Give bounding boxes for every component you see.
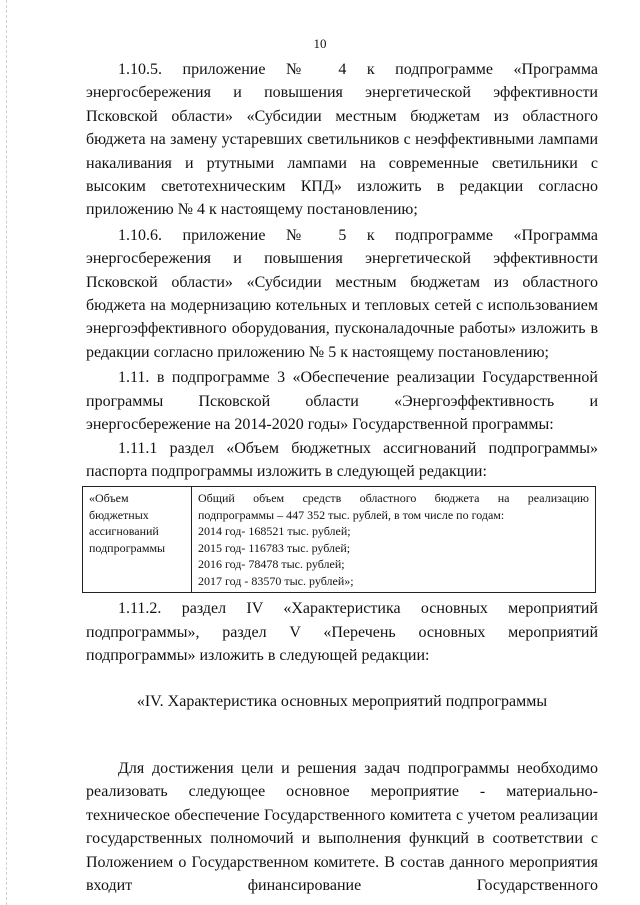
paragraph-1-11-1: [86, 437, 598, 484]
text-line: 1.10.5. приложение № 4 к подпрограмме «Программа: [118, 61, 598, 78]
section-title: «IV. Характеристика основных мероприятий подпрограммы: [136, 692, 548, 710]
text-line: подпрограммы», раздел V «Перечень основных мероприятий: [86, 623, 598, 641]
text-line: бюджета на модернизацию котельных и тепловых сетей: [86, 297, 472, 315]
paragraph-1-11: [86, 366, 598, 436]
cell-text: подпрограммы – 447 352 тыс. рублей, в том числе по годам:: [198, 507, 505, 522]
document-body: [86, 58, 598, 897]
table-label-cell: [83, 487, 192, 593]
paragraph-section-iv: [86, 757, 598, 897]
text-line: Для достижения цели и решения задач подпрограммы необходимо: [118, 759, 598, 777]
text-line: лампами накаливания и ртутными лампами на современные светильники: [86, 131, 599, 172]
cell-text: ассигнований: [89, 524, 159, 539]
text-line: Псковской области» «Субсидии местным бюджетам из областного: [86, 107, 598, 125]
text-line: 1.11. в подпрограмме 3 «Обеспечение реализации Государственной: [118, 369, 598, 387]
cell-text: бюджетных: [89, 507, 149, 522]
cell-text: 2017 год - 83570 тыс. рублей»;: [198, 573, 354, 588]
text-line: данного мероприятия входит финансирование Государственного: [86, 853, 599, 894]
text-line: реализации государственных полномочий и выполнения функций: [86, 806, 598, 848]
text-line: техническое обеспечение Государственного комитета с учетом: [86, 806, 516, 824]
paragraph-1-10-5: [86, 58, 598, 222]
text-line: подпрограммы» изложить в следующей редакции:: [86, 647, 430, 665]
text-line: 1.11.2. раздел IV «Характеристика основных мероприятий: [118, 600, 598, 618]
text-line: программы Псковской области «Энергоэффективность: [86, 392, 555, 410]
paragraph-1-11-2: [86, 597, 598, 667]
page-number: 10: [313, 36, 327, 51]
text-line: энергосбережения и повышения энергетической эффективности: [86, 250, 598, 268]
text-line: в соответствии с Положением о Государственном комитете. В состав: [86, 830, 598, 871]
cell-text: 2015 год- 116783 тыс. рублей;: [198, 540, 351, 555]
text-line: работы» изложить в редакции согласно приложению № 5 к настоящему: [86, 320, 599, 361]
text-line: с использованием энергоэффективного оборудования, пусконаладочные: [86, 297, 598, 338]
text-line: с высоким светотехническим КПД» изложить в редакции согласно: [86, 154, 599, 196]
text-line: 1.11.1 раздел «Объем бюджетных ассигнований подпрограммы»: [118, 439, 598, 457]
text-line: бюджета на замену устаревших светильников с неэффективными: [86, 131, 535, 149]
paragraph-1-10-6: [86, 224, 598, 364]
text-line: паспорта подпрограммы изложить в следующей редакции:: [86, 462, 487, 480]
text-line: и энергосбережение на 2014-2020 годы» Государственной программы:: [86, 392, 599, 434]
table-value-cell: [192, 487, 596, 593]
text-line: энергосбережения и повышения энергетической эффективности: [86, 84, 598, 102]
text-line: реализовать следующее основное мероприятие - материально-: [86, 783, 598, 801]
text-line: постановлению;: [438, 343, 549, 361]
cell-text: 2016 год- 78478 тыс. рублей;: [198, 557, 345, 572]
scan-edge: [0, 0, 7, 905]
table-row: [83, 487, 596, 593]
cell-text: 2014 год- 168521 тыс. рублей;: [198, 524, 351, 539]
cell-text: Общий объем средств областного бюджета на реализацию: [198, 491, 589, 506]
cell-text: «Объем: [89, 491, 129, 506]
budget-allocation-table: [82, 486, 596, 593]
text-line: 1.10.6. приложение № 5 к подпрограмме «Программа: [118, 226, 598, 244]
text-line: Псковской области» «Субсидии местным бюджетам из областного: [86, 273, 598, 291]
cell-text: подпрограммы: [89, 540, 166, 555]
text-line: приложению № 4 к настоящему постановлению;: [86, 201, 418, 219]
